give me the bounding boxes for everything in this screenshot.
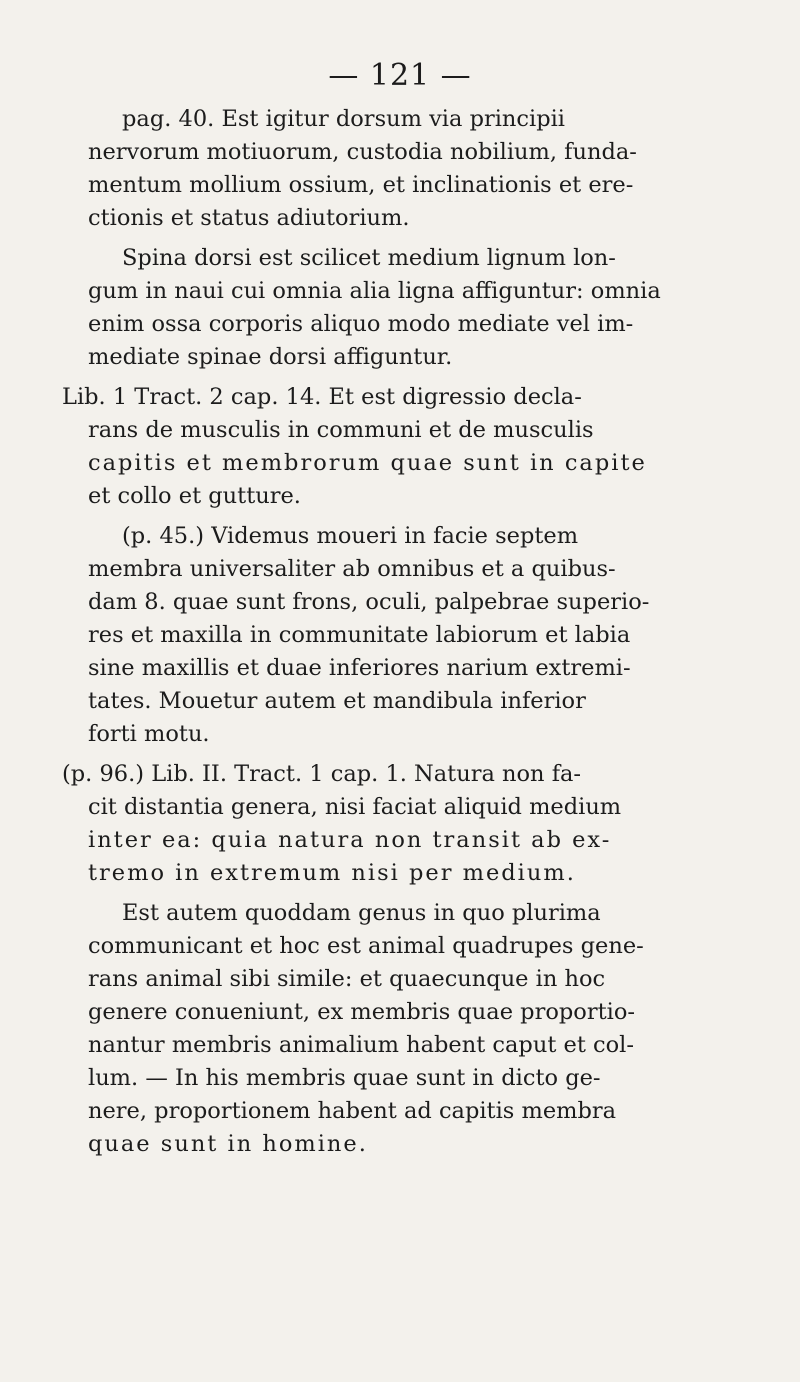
text-line: tates. Mouetur autem et mandibula inferior bbox=[88, 688, 586, 714]
text-line: Est autem quoddam genus in quo plurima bbox=[122, 900, 601, 926]
text-line: (p. 96.) Lib. II. Tract. 1 cap. 1. Natura non fa- bbox=[62, 761, 582, 787]
text-line: nervorum motiuorum, custodia nobilium, funda- bbox=[88, 139, 637, 165]
text-line: inter ea: quia natura non transit ab ex- bbox=[88, 827, 612, 853]
text-line: rans animal sibi simile: et quaecunque in hoc bbox=[88, 966, 606, 992]
text-line: dam 8. quae sunt frons, oculi, palpebrae superio- bbox=[88, 589, 650, 615]
text-line: membra universaliter ab omnibus et a quibus- bbox=[88, 556, 616, 582]
text-line: forti motu. bbox=[88, 721, 210, 747]
text-line: quae sunt in homine. bbox=[88, 1131, 368, 1157]
text-line: communicant et hoc est animal quadrupes gene- bbox=[88, 933, 644, 959]
text-line: tremo in extremum nisi per medium. bbox=[88, 860, 576, 886]
text-line: ctionis et status adiutorium. bbox=[88, 205, 410, 231]
text-line: capitis et membrorum quae sunt in capite bbox=[88, 450, 647, 476]
text-line: cit distantia genera, nisi faciat aliquid medium bbox=[88, 794, 622, 820]
text-line: genere conueniunt, ex membris quae proportio- bbox=[88, 999, 635, 1025]
text-line: nantur membris animalium habent caput et col- bbox=[88, 1032, 634, 1058]
text-line: enim ossa corporis aliquo modo mediate vel im- bbox=[88, 311, 634, 337]
text-line: mediate spinae dorsi affiguntur. bbox=[88, 344, 453, 370]
text-line: (p. 45.) Videmus moueri in facie septem bbox=[122, 523, 579, 549]
text-line: res et maxilla in communitate labiorum et labia bbox=[88, 622, 631, 648]
text-line: lum. — In his membris quae sunt in dicto ge- bbox=[88, 1065, 601, 1091]
text-line: rans de musculis in communi et de musculis bbox=[88, 417, 594, 443]
text-line: et collo et gutture. bbox=[88, 483, 301, 509]
text-line: pag. 40. Est igitur dorsum via principii bbox=[122, 106, 566, 132]
page-number: — 121 — bbox=[328, 58, 472, 93]
text-line: Spina dorsi est scilicet medium lignum lon- bbox=[122, 245, 616, 271]
text-line: gum in naui cui omnia alia ligna affiguntur: omnia bbox=[88, 278, 661, 304]
text-line: mentum mollium ossium, et inclinationis et ere- bbox=[88, 172, 634, 198]
text-line: Lib. 1 Tract. 2 cap. 14. Et est digressio decla- bbox=[62, 384, 582, 410]
text-line: sine maxillis et duae inferiores narium extremi- bbox=[88, 655, 631, 681]
text-line: nere, proportionem habent ad capitis membra bbox=[88, 1098, 617, 1124]
